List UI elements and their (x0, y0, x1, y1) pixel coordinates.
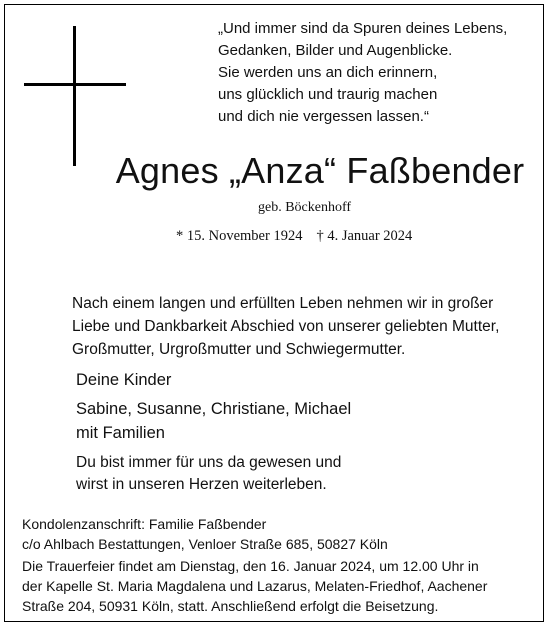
death-date: † 4. Januar 2024 (316, 228, 413, 244)
life-dates (176, 228, 412, 245)
farewell-line: Liebe und Dankbarkeit Abschied von unserer geliebten Mutter, (72, 318, 500, 335)
mourners-block (76, 368, 351, 446)
farewell-line: Großmutter, Urgroßmutter und Schwiegermutter. (72, 341, 406, 358)
farewell-text (72, 292, 542, 361)
closing-line: Du bist immer für uns da gewesen und (76, 454, 342, 471)
poem-line: Gedanken, Bilder und Augenblicke. (218, 42, 453, 59)
condolence-address (22, 514, 388, 554)
mourners-names: Sabine, Susanne, Christiane, Michael (76, 399, 352, 418)
closing-line: wirst in unseren Herzen weiterleben. (76, 476, 327, 493)
ceremony-line: Straße 204, 50931 Köln, statt. Anschließend erfolgt die Beisetzung. (22, 598, 439, 614)
poem-line: uns glücklich und traurig machen (218, 86, 438, 103)
closing-text (76, 452, 341, 496)
ceremony-line: Die Trauerfeier findet am Dienstag, den 16. Januar 2024, um 12.00 Uhr in (22, 558, 479, 574)
contact-line: Kondolenzanschrift: Familie Faßbender (22, 516, 267, 532)
cross-horizontal-bar (24, 83, 126, 86)
funeral-info (22, 556, 542, 616)
contact-line: c/o Ahlbach Bestattungen, Venloer Straße 685, 50827 Köln (22, 536, 388, 552)
cross-vertical-bar (73, 26, 76, 166)
ceremony-line: der Kapelle St. Maria Magdalena und Lazarus, Melaten-Friedhof, Aachener (22, 578, 488, 594)
poem-line: Sie werden uns an dich erinnern, (218, 64, 438, 81)
birth-name: geb. Böckenhoff (258, 200, 352, 215)
birth-date: * 15. November 1924 (176, 228, 303, 244)
deceased-name: Agnes „Anza“ Faßbender (115, 150, 525, 191)
poem-quote (218, 18, 538, 128)
poem-line: „Und immer sind da Spuren deines Lebens, (218, 20, 508, 37)
poem-line: und dich nie vergessen lassen.“ (218, 108, 429, 125)
mourners-suffix: mit Familien (76, 424, 165, 442)
farewell-line: Nach einem langen und erfüllten Leben nehmen wir in großer (72, 295, 494, 312)
mourners-heading: Deine Kinder (76, 371, 172, 389)
